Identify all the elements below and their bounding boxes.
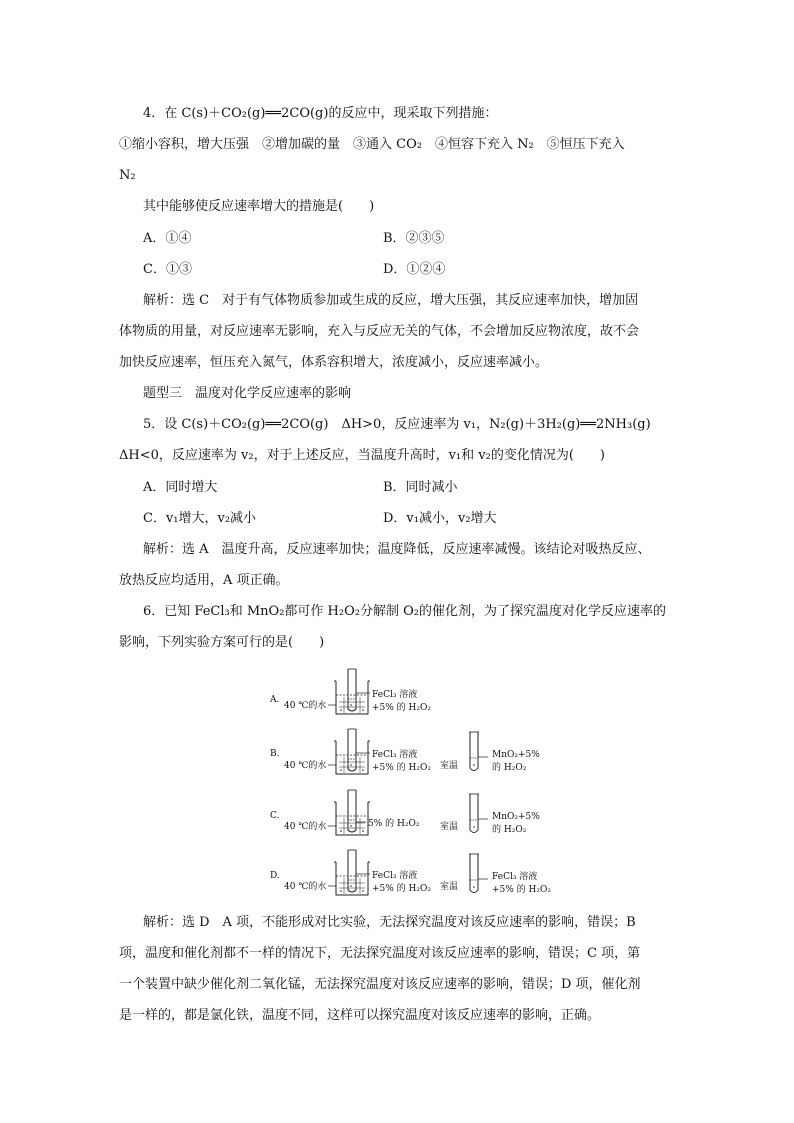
q6-line1: 6．已知 FeCl₃和 MnO₂都可作 H₂O₂分解制 O₂的催化剂，为了探究温度对化学反应速率的 (143, 604, 666, 619)
row-a-beaker (334, 669, 370, 714)
experiment-diagram (262, 664, 562, 900)
q5-option-c: C．v₁增大，v₂减小 (143, 511, 257, 526)
row-d-beaker-label-1: FeCl₃ 溶液 (372, 871, 418, 881)
experiment-figure (262, 664, 562, 900)
row-c-tube-label-1: MnO₂+5% (492, 812, 540, 822)
row-c-test-tube (469, 794, 479, 833)
q4-measures-line1: ①缩小容积，增大压强 ②增加碳的量 ③通入 CO₂ ④恒容下充入 N₂ ⑤恒压下充入 (119, 137, 625, 152)
row-b-tube-label-2: 的 H₂O₂ (492, 763, 527, 773)
row-d-test-tube (469, 854, 479, 893)
row-c-bath-label: 40 ℃的水 (284, 822, 327, 832)
q4-measures-line2: N₂ (119, 168, 136, 183)
q5-line2: ΔH<0，反应速率为 v₂，对于上述反应，当温度升高时，v₁和 v₂的变化情况为( ) (119, 448, 605, 463)
row-d-tube-label-2: +5% 的 H₂O₂ (492, 885, 551, 895)
row-d-beaker (334, 850, 370, 895)
row-c-beaker (334, 790, 370, 835)
q6-analysis-line1: 解析：选 D A 项，不能形成对比实验，无法探究温度对该反应速率的影响，错误；B (143, 915, 636, 930)
q4-option-b: B．②③⑤ (383, 231, 445, 246)
q4-option-c: C．①③ (143, 262, 192, 277)
q6-analysis-line2: 项，温度和催化剂都不一样的情况下，无法探究温度对该反应速率的影响，错误；C 项，第 (119, 946, 641, 961)
row-a-letter: A. (270, 695, 280, 705)
row-b-bath-label: 40 ℃的水 (284, 761, 327, 771)
row-b-beaker-label-1: FeCl₃ 溶液 (372, 750, 418, 760)
q5-option-d: D．v₁减小，v₂增大 (383, 511, 497, 526)
q5-option-a: A．同时增大 (143, 480, 218, 495)
row-b-letter: B. (270, 749, 280, 759)
q6-analysis-line4: 是一样的，都是氯化铁，温度不同，这样可以探究温度对该反应速率的影响，正确。 (119, 1008, 601, 1023)
row-a-beaker-label-2: +5% 的 H₂O₂ (372, 703, 431, 713)
row-c (270, 790, 540, 835)
row-d-bath-label: 40 ℃的水 (284, 882, 327, 892)
row-b (270, 729, 540, 774)
row-b-beaker (334, 729, 370, 774)
row-d-letter: D. (270, 871, 280, 881)
q4-option-a: A．①④ (143, 231, 192, 246)
q5-analysis-line2: 放热反应均适用，A 项正确。 (119, 573, 289, 588)
row-d-tube-label-1: FeCl₃ 溶液 (492, 872, 538, 882)
q4-question: 其中能够使反应速率增大的措施是( ) (143, 199, 375, 214)
q4-analysis-line3: 加快反应速率，恒压充入氮气，体系容积增大，浓度减小，反应速率减小。 (119, 355, 549, 370)
row-b-test-tube (469, 732, 479, 771)
q5-line1: 5．设 C(s)＋CO₂(g)══2CO(g) ΔH>0，反应速率为 v₁，N₂(g)＋3H₂(g)══2NH₃(g) (143, 417, 651, 432)
row-c-tube-label-2: 的 H₂O₂ (492, 825, 527, 835)
q4-analysis-line1: 解析：选 C 对于有气体物质参加或生成的反应，增大压强，其反应速率加快，增加固 (143, 293, 639, 308)
row-a-beaker-label-1: FeCl₃ 溶液 (372, 690, 418, 700)
row-a-bath-label: 40 ℃的水 (284, 701, 327, 711)
row-b-tube-label-1: MnO₂+5% (492, 750, 540, 760)
q4-stem: 4．在 C(s)＋CO₂(g)══2CO(g)的反应中，现采取下列措施： (143, 106, 498, 121)
q6-line2: 影响，下列实验方案可行的是( ) (119, 635, 325, 650)
q5-option-b: B．同时减小 (383, 480, 458, 495)
row-c-beaker-label-1: 5% 的 H₂O₂ (368, 819, 420, 829)
q4-option-d: D．①②④ (383, 262, 446, 277)
row-c-room-label: 室温 (440, 822, 459, 832)
row-d-room-label: 室温 (440, 882, 459, 892)
row-b-beaker-label-2: +5% 的 H₂O₂ (372, 763, 431, 773)
section-title: 题型三 温度对化学反应速率的影响 (143, 386, 352, 401)
row-d (270, 850, 551, 895)
q6-analysis-line3: 一个装置中缺少催化剂二氧化锰，无法探究温度对该反应速率的影响，错误；D 项，催化剂 (119, 977, 641, 992)
row-c-letter: C. (270, 811, 280, 821)
row-a (269, 669, 431, 714)
q5-analysis-line1: 解析：选 A 温度升高，反应速率加快；温度降低，反应速率减慢。该结论对吸热反应、 (143, 542, 651, 557)
row-d-beaker-label-2: +5% 的 H₂O₂ (372, 884, 431, 894)
q4-analysis-line2: 体物质的用量，对反应速率无影响，充入与反应无关的气体，不会增加反应物浓度，故不会 (119, 324, 640, 339)
row-b-room-label: 室温 (440, 761, 459, 771)
